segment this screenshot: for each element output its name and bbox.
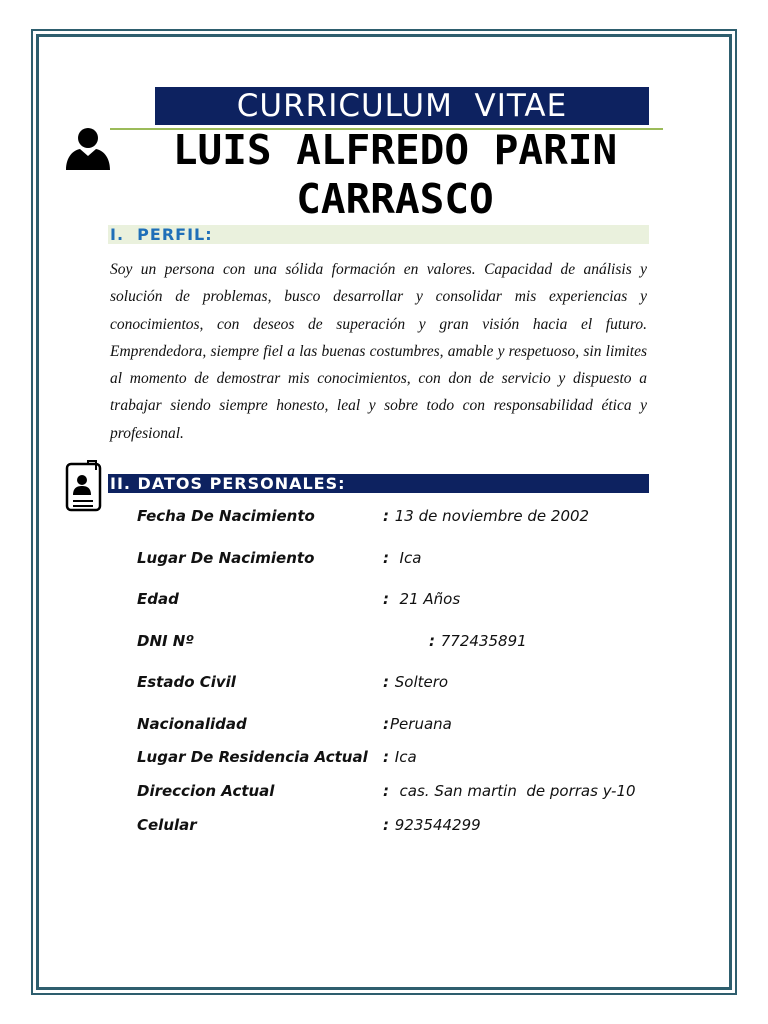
datos-separator: :	[383, 549, 389, 567]
person-icon	[64, 126, 112, 170]
datos-separator: :	[383, 590, 389, 608]
datos-label: DNI Nº	[137, 632, 194, 650]
datos-label: Celular	[137, 816, 197, 834]
datos-separator: :	[383, 673, 389, 691]
datos-label: Edad	[137, 590, 179, 608]
datos-separator: :	[383, 816, 389, 834]
datos-value: 21 Años	[390, 590, 461, 608]
datos-value: Ica	[390, 549, 422, 567]
datos-row-fecha	[137, 507, 657, 527]
datos-row-residencia	[137, 748, 657, 768]
datos-label: Nacionalidad	[137, 715, 247, 733]
datos-value: Soltero	[390, 673, 449, 691]
datos-value: 772435891	[436, 632, 527, 650]
datos-value: 923544299	[390, 816, 481, 834]
datos-row-estado-civil	[137, 673, 657, 693]
candidate-name: LUIS ALFREDO PARIN CARRASCO	[172, 126, 618, 223]
datos-label: Lugar De Residencia Actual	[137, 748, 368, 766]
datos-row-direccion	[137, 782, 657, 802]
datos-label: Estado Civil	[137, 673, 236, 691]
datos-label: Lugar De Nacimiento	[137, 549, 315, 567]
id-card-icon	[64, 460, 104, 514]
datos-row-lugar-nacimiento	[137, 549, 657, 569]
datos-separator: :	[383, 782, 389, 800]
perfil-section-header	[108, 225, 649, 244]
datos-section-header	[108, 474, 649, 493]
datos-separator: :	[429, 632, 435, 650]
datos-value: 13 de noviembre de 2002	[390, 507, 590, 525]
datos-separator: :	[383, 748, 389, 766]
cv-title-banner: CURRICULUM VITAE	[155, 87, 649, 125]
datos-heading: II. DATOS PERSONALES:	[110, 474, 346, 493]
datos-separator: :	[383, 715, 389, 733]
datos-value: Ica	[390, 748, 417, 766]
datos-value: cas. San martin de porras y-10	[390, 782, 636, 800]
datos-value: Peruana	[390, 715, 452, 733]
datos-label: Direccion Actual	[137, 782, 275, 800]
datos-row-dni	[137, 632, 657, 652]
perfil-paragraph: Soy un persona con una sólida formación en valores. Capacidad de análisis y solución de problemas, busco desarrollar y consolidar mis experiencias y conocimientos, con deseos de superación y gran visión hacia el futuro. Emprendedora, siempre fiel a las buenas costumbres, amable y respetuoso, sin limites al momento de demostrar mis conocimientos, con don de servicio y dispuesto a trabajar siendo siempre honesto, leal y sobre todo con responsabilidad ética y profesional.	[110, 261, 647, 442]
perfil-heading: I. PERFIL:	[110, 225, 213, 244]
datos-row-celular	[137, 816, 657, 836]
datos-row-nacionalidad	[137, 715, 657, 735]
datos-label: Fecha De Nacimiento	[137, 507, 315, 525]
datos-row-edad	[137, 590, 657, 610]
datos-separator: :	[383, 507, 389, 525]
